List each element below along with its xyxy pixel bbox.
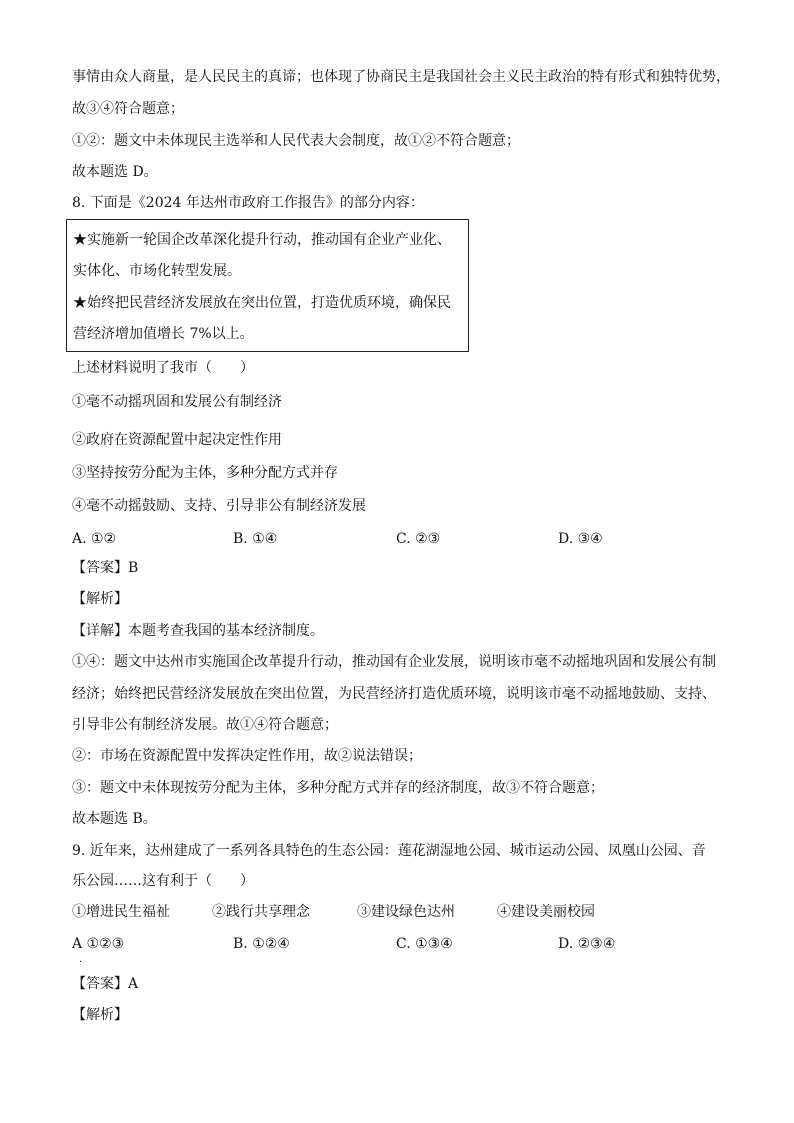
explanation-line-2: 经济；始终把民营经济发展放在突出位置，为民营经济打造优质环境，说明该市毫不动摇地鼓励、支持、 [72,686,716,702]
answer-label: 【答案】B [72,560,139,576]
q9-statement-1: ①增进民生福祉 [72,904,170,920]
explanation-line-1: ①④：题文中达州市实施国企改革提升行动，推动国有企业发展，说明该市毫不动摇地巩固和发展公有制 [72,654,716,670]
option-a: A. ①② [72,531,117,547]
prev-answer-line-1: 事情由众人商量，是人民民主的真谛；也体现了协商民主是我国社会主义民主政治的特有形式和独特优势， [72,69,730,85]
explanation-line-3: 引导非公有制经济发展。故①④符合题意； [72,717,338,733]
explanation-line-6: 故本题选 B。 [72,811,157,827]
statement-2: ②政府在资源配置中起决定性作用 [72,432,282,448]
material-line-2: 实体化、市场化转型发展。 [73,263,241,279]
material-line-4: 营经济增加值增长 7%以上。 [73,326,254,342]
question-9-stem-2: 乐公园……这有利于（ ） [72,873,254,889]
question-8-stem: 8. 下面是《2024 年达州市政府工作报告》的部分内容： [72,195,424,211]
option-c: C. ②③ [396,531,441,547]
statement-1: ①毫不动摇巩固和发展公有制经济 [72,394,282,410]
q9-option-a: A ①②③ [72,936,125,952]
q9-statement-4: ④建设美丽校园 [497,904,595,920]
option-b: B. ①④ [233,531,278,547]
q9-option-b: B. ①②④ [233,936,290,952]
material-box [66,219,469,352]
analysis-label: 【解析】 [72,591,128,607]
q9-statement-2: ②践行共享理念 [212,904,310,920]
statement-4: ④毫不动摇鼓励、支持、引导非公有制经济发展 [72,498,366,514]
prev-answer-line-4: 故本题选 D。 [72,164,158,180]
q9-option-a-dot: ． [79,954,89,965]
material-line-3: ★始终把民营经济发展放在突出位置，打造优质环境，确保民 [73,295,451,311]
prev-answer-line-3: ①②：题文中未体现民主选举和人民代表大会制度，故①②不符合题意； [72,133,520,149]
q9-answer-label: 【答案】A [72,976,139,992]
q9-option-c: C. ①③④ [396,936,453,952]
question-9-stem-1: 9. 近年来，达州建成了一系列各具特色的生态公园：莲花湖湿地公园、城市运动公园、凤凰山公园、音 [72,843,706,859]
q9-analysis-label: 【解析】 [72,1007,128,1023]
question-8-ask: 上述材料说明了我市（ ） [72,360,254,376]
explanation-line-5: ③：题文中未体现按劳分配为主体，多种分配方式并存的经济制度，故③不符合题意； [72,780,604,796]
option-d: D. ③④ [558,531,603,547]
statement-3: ③坚持按劳分配为主体，多种分配方式并存 [72,465,338,481]
q9-statement-3: ③建设绿色达州 [357,904,455,920]
explanation-line-4: ②：市场在资源配置中发挥决定性作用，故②说法错误； [72,748,422,764]
prev-answer-line-2: 故③④符合题意； [72,101,184,117]
q9-option-d: D. ②③④ [558,936,616,952]
material-line-1: ★实施新一轮国企改革深化提升行动，推动国有企业产业化、 [73,232,451,248]
detail-intro: 【详解】本题考查我国的基本经济制度。 [72,623,324,639]
